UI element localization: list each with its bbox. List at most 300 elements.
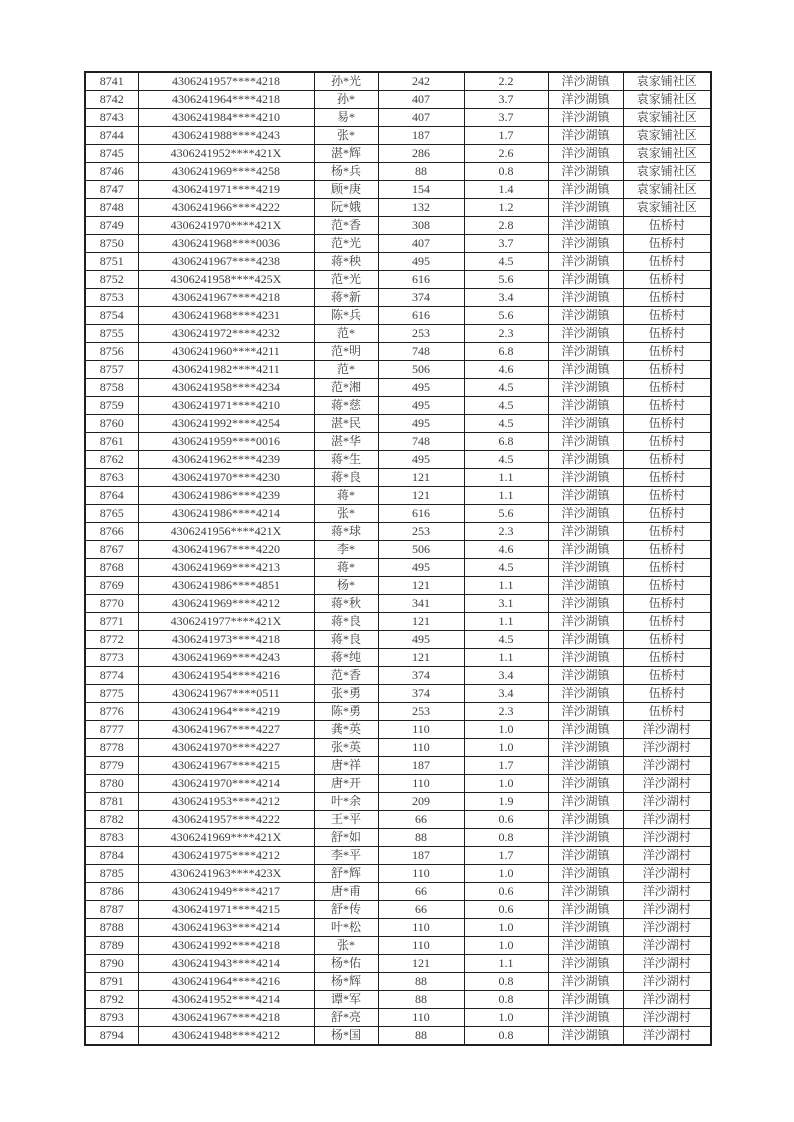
table-cell: 0.8 [464,829,548,847]
table-cell: 8786 [85,883,138,901]
table-cell: 0.8 [464,973,548,991]
table-row [85,721,711,739]
table-cell: 110 [378,775,464,793]
table-cell: 伍桥村 [623,379,711,397]
table-cell: 253 [378,325,464,343]
table-cell: 110 [378,919,464,937]
table-cell: 8747 [85,181,138,199]
table-cell: 4306241959****0016 [138,433,314,451]
table-cell: 4306241969****4213 [138,559,314,577]
table-cell: 1.0 [464,919,548,937]
table-cell: 4306241969****421X [138,829,314,847]
table-cell: 洋沙湖镇 [548,1009,623,1027]
table-cell: 6.8 [464,433,548,451]
table-row [85,127,711,145]
table-cell: 4306241948****4212 [138,1027,314,1046]
table-cell: 4306241969****4258 [138,163,314,181]
table-cell: 洋沙湖村 [623,1027,711,1046]
table-row [85,451,711,469]
table-row [85,703,711,721]
table-row [85,523,711,541]
table-cell: 张* [314,127,378,145]
table-cell: 洋沙湖镇 [548,505,623,523]
table-cell: 5.6 [464,271,548,289]
table-cell: 0.6 [464,901,548,919]
table-cell: 龚*英 [314,721,378,739]
table-cell: 8780 [85,775,138,793]
table-cell: 洋沙湖镇 [548,919,623,937]
table-cell: 洋沙湖村 [623,775,711,793]
table-cell: 4306241967****4218 [138,289,314,307]
table-cell: 洋沙湖镇 [548,703,623,721]
table-row [85,559,711,577]
table-cell: 洋沙湖镇 [548,847,623,865]
table-cell: 洋沙湖镇 [548,127,623,145]
table-row [85,289,711,307]
table-cell: 495 [378,253,464,271]
table-cell: 2.3 [464,325,548,343]
table-row [85,72,711,91]
table-row [85,487,711,505]
table-row [85,775,711,793]
table-row [85,829,711,847]
table-cell: 舒*如 [314,829,378,847]
table-cell: 1.4 [464,181,548,199]
table-row [85,379,711,397]
table-cell: 242 [378,72,464,91]
table-cell: 88 [378,829,464,847]
table-cell: 8754 [85,307,138,325]
table-row [85,163,711,181]
table-cell: 8785 [85,865,138,883]
table-cell: 2.3 [464,703,548,721]
table-cell: 3.4 [464,667,548,685]
table-cell: 舒*亮 [314,1009,378,1027]
table-cell: 蒋*新 [314,289,378,307]
table-row [85,181,711,199]
table-row [85,1009,711,1027]
table-cell: 1.0 [464,775,548,793]
table-cell: 洋沙湖镇 [548,667,623,685]
table-cell: 495 [378,415,464,433]
table-cell: 407 [378,235,464,253]
table-cell: 616 [378,307,464,325]
table-cell: 0.6 [464,883,548,901]
table-cell: 495 [378,451,464,469]
table-cell: 顾*庚 [314,181,378,199]
table-cell: 8787 [85,901,138,919]
table-cell: 洋沙湖镇 [548,991,623,1009]
table-cell: 洋沙湖镇 [548,739,623,757]
table-cell: 132 [378,199,464,217]
table-cell: 4306241967****4215 [138,757,314,775]
table-cell: 洋沙湖村 [623,829,711,847]
table-cell: 8784 [85,847,138,865]
table-cell: 洋沙湖镇 [548,289,623,307]
table-cell: 8760 [85,415,138,433]
table-cell: 范* [314,325,378,343]
table-cell: 4.6 [464,541,548,559]
table-cell: 4306241956****421X [138,523,314,541]
table-cell: 4306241953****4212 [138,793,314,811]
table-cell: 洋沙湖镇 [548,577,623,595]
table-cell: 748 [378,343,464,361]
table-cell: 66 [378,883,464,901]
table-row [85,667,711,685]
table-cell: 4306241969****4212 [138,595,314,613]
records-body [85,72,711,1045]
table-cell: 洋沙湖村 [623,1009,711,1027]
table-cell: 4306241966****4222 [138,199,314,217]
table-cell: 4306241952****4214 [138,991,314,1009]
table-cell: 4306241972****4232 [138,325,314,343]
table-cell: 4306241971****4219 [138,181,314,199]
table-cell: 4.5 [464,379,548,397]
table-cell: 8772 [85,631,138,649]
table-cell: 范*光 [314,271,378,289]
table-cell: 1.0 [464,739,548,757]
table-cell: 4306241960****4211 [138,343,314,361]
table-cell: 110 [378,721,464,739]
table-cell: 66 [378,901,464,919]
records-table [84,71,712,1046]
table-cell: 洋沙湖村 [623,847,711,865]
table-row [85,199,711,217]
table-cell: 伍桥村 [623,649,711,667]
table-cell: 伍桥村 [623,559,711,577]
table-cell: 8741 [85,72,138,91]
table-cell: 叶*余 [314,793,378,811]
table-cell: 4.6 [464,361,548,379]
table-cell: 88 [378,991,464,1009]
table-cell: 8752 [85,271,138,289]
table-row [85,145,711,163]
table-cell: 8766 [85,523,138,541]
table-cell: 蒋*球 [314,523,378,541]
table-row [85,307,711,325]
table-cell: 616 [378,505,464,523]
table-cell: 蒋*秋 [314,595,378,613]
table-cell: 4306241975****4212 [138,847,314,865]
table-cell: 4306241992****4254 [138,415,314,433]
table-cell: 341 [378,595,464,613]
table-cell: 4306241969****4243 [138,649,314,667]
table-cell: 8791 [85,973,138,991]
table-cell: 1.0 [464,865,548,883]
table-cell: 8756 [85,343,138,361]
table-cell: 110 [378,865,464,883]
table-cell: 8794 [85,1027,138,1046]
table-cell: 4306241986****4851 [138,577,314,595]
table-cell: 洋沙湖村 [623,811,711,829]
table-cell: 2.8 [464,217,548,235]
table-cell: 4306241970****4214 [138,775,314,793]
table-cell: 蒋*秧 [314,253,378,271]
table-cell: 2.3 [464,523,548,541]
table-cell: 4.5 [464,397,548,415]
table-cell: 8764 [85,487,138,505]
table-row [85,505,711,523]
table-cell: 253 [378,523,464,541]
table-cell: 8790 [85,955,138,973]
table-cell: 伍桥村 [623,685,711,703]
table-cell: 伍桥村 [623,523,711,541]
table-row [85,343,711,361]
table-cell: 伍桥村 [623,667,711,685]
table-cell: 8750 [85,235,138,253]
table-cell: 4306241967****4220 [138,541,314,559]
table-cell: 121 [378,955,464,973]
table-cell: 8775 [85,685,138,703]
table-cell: 1.7 [464,127,548,145]
table-row [85,937,711,955]
table-cell: 洋沙湖镇 [548,217,623,235]
table-cell: 袁家铺社区 [623,91,711,109]
table-cell: 209 [378,793,464,811]
table-cell: 4306241967****0511 [138,685,314,703]
table-cell: 舒*传 [314,901,378,919]
table-cell: 4306241967****4218 [138,1009,314,1027]
table-cell: 4306241958****425X [138,271,314,289]
table-cell: 121 [378,649,464,667]
table-cell: 8782 [85,811,138,829]
table-cell: 8771 [85,613,138,631]
table-cell: 伍桥村 [623,505,711,523]
table-row [85,253,711,271]
table-cell: 66 [378,811,464,829]
table-cell: 8761 [85,433,138,451]
table-cell: 1.0 [464,721,548,739]
table-cell: 4306241986****4214 [138,505,314,523]
table-cell: 8751 [85,253,138,271]
table-cell: 495 [378,379,464,397]
table-cell: 8757 [85,361,138,379]
table-cell: 湛*辉 [314,145,378,163]
table-cell: 8763 [85,469,138,487]
table-row [85,397,711,415]
table-cell: 洋沙湖镇 [548,271,623,289]
table-cell: 0.8 [464,991,548,1009]
table-cell: 4306241973****4218 [138,631,314,649]
table-cell: 4306241968****0036 [138,235,314,253]
table-cell: 4306241970****4227 [138,739,314,757]
table-cell: 洋沙湖镇 [548,451,623,469]
table-cell: 506 [378,361,464,379]
table-cell: 伍桥村 [623,343,711,361]
table-cell: 杨*佑 [314,955,378,973]
table-cell: 8749 [85,217,138,235]
table-cell: 伍桥村 [623,631,711,649]
table-cell: 4306241984****4210 [138,109,314,127]
table-cell: 湛*华 [314,433,378,451]
table-cell: 4306241964****4216 [138,973,314,991]
table-cell: 蒋*良 [314,613,378,631]
table-cell: 舒*辉 [314,865,378,883]
table-cell: 洋沙湖村 [623,793,711,811]
table-cell: 伍桥村 [623,271,711,289]
table-cell: 616 [378,271,464,289]
table-cell: 洋沙湖镇 [548,541,623,559]
table-cell: 8773 [85,649,138,667]
table-cell: 洋沙湖镇 [548,865,623,883]
table-cell: 8746 [85,163,138,181]
table-cell: 495 [378,559,464,577]
table-cell: 308 [378,217,464,235]
table-cell: 1.1 [464,469,548,487]
table-cell: 伍桥村 [623,307,711,325]
table-cell: 8759 [85,397,138,415]
table-cell: 洋沙湖镇 [548,559,623,577]
table-row [85,865,711,883]
table-cell: 洋沙湖镇 [548,955,623,973]
table-cell: 1.7 [464,757,548,775]
table-cell: 袁家铺社区 [623,181,711,199]
table-row [85,901,711,919]
table-cell: 杨*兵 [314,163,378,181]
table-cell: 4306241964****4218 [138,91,314,109]
table-cell: 袁家铺社区 [623,109,711,127]
table-cell: 1.2 [464,199,548,217]
table-cell: 洋沙湖镇 [548,361,623,379]
table-cell: 8788 [85,919,138,937]
table-cell: 2.2 [464,72,548,91]
table-cell: 洋沙湖村 [623,883,711,901]
table-cell: 洋沙湖镇 [548,829,623,847]
table-row [85,757,711,775]
table-cell: 506 [378,541,464,559]
table-cell: 杨*辉 [314,973,378,991]
table-cell: 伍桥村 [623,595,711,613]
table-row [85,541,711,559]
table-cell: 洋沙湖村 [623,721,711,739]
table-cell: 洋沙湖镇 [548,235,623,253]
table-cell: 8777 [85,721,138,739]
table-cell: 蒋*良 [314,469,378,487]
table-cell: 1.7 [464,847,548,865]
table-cell: 范*明 [314,343,378,361]
table-cell: 187 [378,847,464,865]
table-cell: 洋沙湖镇 [548,397,623,415]
table-row [85,271,711,289]
table-cell: 88 [378,973,464,991]
table-cell: 1.1 [464,487,548,505]
table-cell: 4306241962****4239 [138,451,314,469]
table-cell: 洋沙湖镇 [548,253,623,271]
table-cell: 1.0 [464,1009,548,1027]
table-cell: 洋沙湖镇 [548,631,623,649]
table-cell: 1.1 [464,649,548,667]
table-cell: 洋沙湖镇 [548,793,623,811]
table-cell: 1.9 [464,793,548,811]
table-cell: 4.5 [464,415,548,433]
table-cell: 4306241954****4216 [138,667,314,685]
table-cell: 0.8 [464,1027,548,1046]
table-cell: 蒋*生 [314,451,378,469]
table-cell: 8783 [85,829,138,847]
table-cell: 6.8 [464,343,548,361]
table-cell: 张* [314,937,378,955]
table-cell: 374 [378,667,464,685]
table-cell: 8758 [85,379,138,397]
table-row [85,235,711,253]
table-cell: 4.5 [464,253,548,271]
table-row [85,325,711,343]
table-cell: 4306241971****4210 [138,397,314,415]
table-cell: 洋沙湖村 [623,955,711,973]
table-cell: 4306241943****4214 [138,955,314,973]
table-cell: 范*湘 [314,379,378,397]
table-cell: 4306241964****4219 [138,703,314,721]
table-cell: 洋沙湖镇 [548,433,623,451]
table-cell: 伍桥村 [623,703,711,721]
table-row [85,595,711,613]
table-cell: 范*光 [314,235,378,253]
table-cell: 洋沙湖村 [623,919,711,937]
table-row [85,91,711,109]
table-cell: 374 [378,685,464,703]
table-cell: 唐*祥 [314,757,378,775]
table-cell: 748 [378,433,464,451]
table-cell: 洋沙湖镇 [548,199,623,217]
table-cell: 伍桥村 [623,451,711,469]
table-row [85,739,711,757]
table-cell: 洋沙湖镇 [548,181,623,199]
table-cell: 8742 [85,91,138,109]
table-cell: 伍桥村 [623,541,711,559]
table-cell: 4306241988****4243 [138,127,314,145]
table-cell: 4306241963****4214 [138,919,314,937]
table-cell: 洋沙湖村 [623,901,711,919]
table-cell: 伍桥村 [623,289,711,307]
table-cell: 253 [378,703,464,721]
table-cell: 8743 [85,109,138,127]
table-row [85,991,711,1009]
table-cell: 8779 [85,757,138,775]
table-cell: 袁家铺社区 [623,127,711,145]
table-cell: 洋沙湖镇 [548,595,623,613]
table-row [85,469,711,487]
table-cell: 8778 [85,739,138,757]
table-cell: 8793 [85,1009,138,1027]
table-cell: 8774 [85,667,138,685]
table-cell: 8767 [85,541,138,559]
table-cell: 洋沙湖镇 [548,1027,623,1046]
table-cell: 8776 [85,703,138,721]
table-cell: 杨* [314,577,378,595]
table-cell: 8744 [85,127,138,145]
table-cell: 4306241957****4218 [138,72,314,91]
table-cell: 洋沙湖镇 [548,469,623,487]
table-cell: 易* [314,109,378,127]
table-cell: 洋沙湖村 [623,739,711,757]
table-cell: 4306241982****4211 [138,361,314,379]
table-row [85,919,711,937]
table-cell: 5.6 [464,505,548,523]
table-cell: 蒋* [314,559,378,577]
table-cell: 187 [378,127,464,145]
table-cell: 88 [378,1027,464,1046]
table-cell: 4306241977****421X [138,613,314,631]
table-cell: 袁家铺社区 [623,72,711,91]
table-cell: 4306241967****4238 [138,253,314,271]
table-cell: 蒋*良 [314,631,378,649]
table-cell: 3.7 [464,109,548,127]
table-row [85,955,711,973]
table-cell: 4306241957****4222 [138,811,314,829]
table-cell: 8755 [85,325,138,343]
table-cell: 8769 [85,577,138,595]
table-row [85,613,711,631]
